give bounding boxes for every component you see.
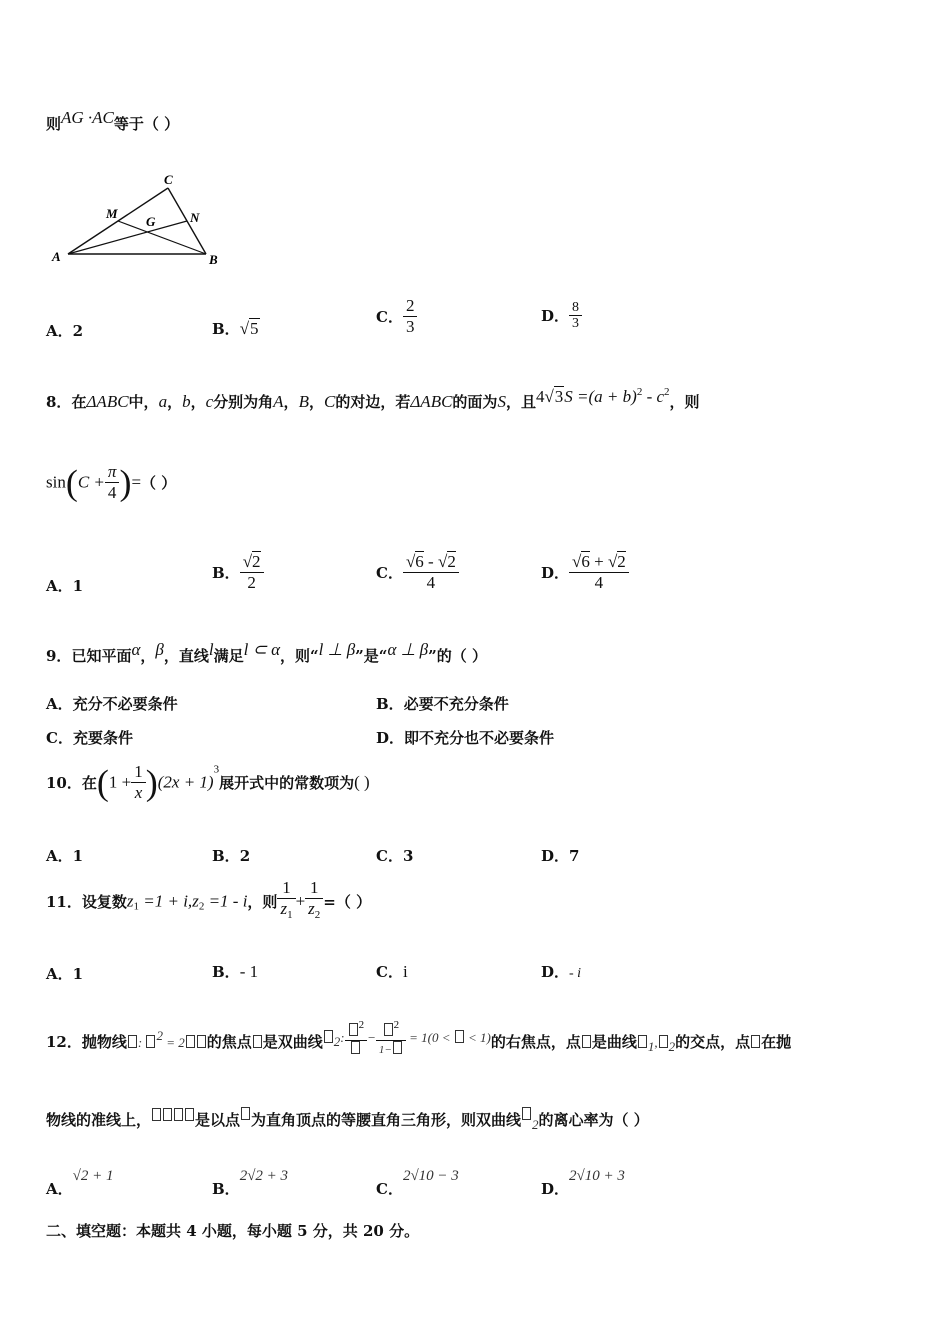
- option-label: D．: [376, 729, 405, 747]
- text: 分别为角: [213, 393, 274, 411]
- q8-stem-line1: [46, 386, 700, 412]
- numerator: 1: [277, 878, 295, 899]
- math: ΔABC: [410, 392, 453, 411]
- exponent: 2: [156, 1028, 163, 1043]
- option-label: D．: [541, 1180, 570, 1198]
- label-c: C: [164, 172, 173, 187]
- option-label: B．: [212, 320, 240, 338]
- option-label: A．: [46, 695, 73, 713]
- option-value: - 1: [239, 962, 259, 981]
- math: z: [280, 899, 288, 918]
- option-label: C．: [376, 564, 403, 582]
- math: < 1): [464, 1030, 491, 1045]
- math: β: [155, 640, 164, 659]
- math: α: [131, 640, 141, 659]
- unrendered-glyph: [638, 1035, 647, 1048]
- unrendered-glyph: [751, 1035, 760, 1048]
- text: 的焦点: [206, 1033, 252, 1051]
- option-label: C．: [46, 729, 73, 747]
- math: B: [298, 392, 309, 411]
- option-label: B．: [212, 1180, 240, 1198]
- math: b: [182, 392, 191, 411]
- option-label: A．: [46, 1180, 73, 1198]
- text: ，则“: [280, 647, 319, 665]
- text: 满足: [213, 647, 244, 665]
- option-value: 2: [72, 322, 84, 340]
- option-text: 必要不充分条件: [403, 695, 509, 713]
- unrendered-glyph: [128, 1035, 137, 1048]
- answer-blank: （ ）: [141, 474, 177, 492]
- q12-option-a[interactable]: [46, 1168, 114, 1199]
- plus: +: [295, 891, 306, 911]
- text: 在: [81, 774, 97, 792]
- question-number: 12．: [46, 1033, 82, 1051]
- math: =1 + i,: [139, 891, 193, 911]
- unrendered-glyph: [174, 1108, 183, 1121]
- right-paren: ): [119, 462, 132, 503]
- numerator: √6 - √2: [403, 552, 459, 573]
- one-over-x: [131, 762, 146, 803]
- q11-option-c[interactable]: [376, 961, 408, 982]
- math: ,: [654, 1035, 658, 1050]
- label-a: A: [52, 249, 61, 264]
- question-number: 10．: [46, 774, 82, 792]
- q7-option-a[interactable]: [46, 320, 83, 341]
- denominator: [345, 1041, 368, 1058]
- option-label: B．: [376, 695, 404, 713]
- q9-option-d[interactable]: [376, 727, 554, 748]
- option-value: 1: [72, 847, 84, 865]
- unrendered-glyph: [241, 1107, 250, 1120]
- radicand: 3: [554, 387, 564, 406]
- exponent: 2: [664, 386, 670, 398]
- question-number: 11．: [46, 893, 82, 911]
- denominator: 2: [247, 573, 256, 592]
- math: = 1(0 <: [405, 1030, 454, 1045]
- one-over-z2: [305, 878, 323, 925]
- text: 是曲线: [591, 1033, 637, 1051]
- text: ，: [140, 647, 156, 665]
- option-label: C．: [376, 1180, 403, 1198]
- math: l: [208, 640, 214, 659]
- subscript: 2: [198, 900, 205, 913]
- math: :: [340, 1030, 345, 1045]
- text: 展开式中的常数项为: [219, 774, 355, 792]
- exponent: 3: [213, 763, 220, 776]
- numerator: 1: [305, 878, 323, 899]
- q12-stem-line2: [46, 1106, 649, 1133]
- numerator: √2: [240, 552, 264, 573]
- text: 在抛: [761, 1033, 792, 1051]
- option-label: B．: [212, 564, 240, 582]
- option-label: A．: [46, 965, 73, 983]
- option-label: C．: [376, 963, 403, 981]
- radicand: 6: [415, 552, 424, 571]
- subscript: 2: [314, 909, 321, 921]
- q10-option-b[interactable]: [212, 845, 250, 866]
- q7-stem: [46, 108, 179, 134]
- unrendered-glyph: [186, 1035, 195, 1048]
- option-value: 1: [72, 965, 84, 983]
- text: ，: [283, 393, 299, 411]
- text: 是以点: [195, 1111, 241, 1129]
- denominator: 3: [572, 316, 580, 331]
- option-value: 2√10 + 3: [569, 1168, 625, 1184]
- q10-option-a[interactable]: [46, 845, 83, 866]
- text: ，直线: [163, 647, 209, 665]
- math: l ⊂ α: [243, 640, 281, 659]
- option-label: B．: [212, 963, 240, 981]
- fraction: [240, 552, 264, 593]
- math: ΔABC: [86, 392, 129, 411]
- q11-option-b[interactable]: [212, 961, 258, 982]
- question-number: 8．: [46, 393, 72, 411]
- unrendered-glyph: [324, 1030, 333, 1043]
- area-condition: [536, 387, 670, 406]
- exponent: 2: [393, 1019, 400, 1031]
- text: 在: [71, 393, 87, 411]
- numerator: π: [105, 462, 120, 483]
- q7-option-c[interactable]: [376, 296, 417, 337]
- denominator: 4: [426, 573, 436, 592]
- option-text: 充要条件: [72, 729, 133, 747]
- text: 的离心率为（ ）: [538, 1111, 649, 1129]
- equals: =: [131, 472, 142, 492]
- q9-stem: [46, 640, 487, 666]
- fraction: [345, 1018, 368, 1058]
- unrendered-glyph: [152, 1108, 161, 1121]
- unrendered-glyph: [253, 1035, 262, 1048]
- median-an: [68, 221, 187, 254]
- fraction: [403, 552, 459, 593]
- q8-option-b[interactable]: [212, 552, 264, 593]
- math: =1 - i: [204, 891, 248, 911]
- text: 中，: [128, 393, 159, 411]
- option-value: - i: [569, 966, 582, 981]
- fraction: [569, 300, 582, 331]
- math: z: [308, 899, 315, 918]
- q7-option-d[interactable]: [541, 300, 582, 331]
- option-value: 2: [239, 847, 251, 865]
- math: :: [137, 1035, 146, 1050]
- text: ，: [308, 393, 324, 411]
- option-label: B．: [212, 847, 240, 865]
- option-label: C．: [376, 308, 403, 326]
- unrendered-glyph: [146, 1035, 155, 1048]
- unrendered-glyph: [393, 1041, 402, 1054]
- coef: 4: [535, 387, 545, 406]
- label-b: B: [209, 252, 218, 267]
- option-text: 充分不必要条件: [72, 695, 178, 713]
- q12-stem-line1: [46, 1018, 791, 1058]
- triangle-figure: [46, 170, 226, 270]
- math: S: [497, 392, 506, 411]
- numerator: 2: [403, 296, 418, 317]
- denominator: 3: [405, 317, 415, 336]
- q9-option-a[interactable]: [46, 693, 178, 714]
- math: −: [367, 1030, 376, 1045]
- q7-option-b[interactable]: [212, 318, 260, 339]
- math: a: [158, 392, 168, 411]
- unrendered-glyph: [522, 1107, 531, 1120]
- denominator: [376, 1041, 406, 1058]
- q9-option-b[interactable]: [376, 693, 509, 714]
- option-text: 即不充分也不必要条件: [404, 729, 555, 747]
- numerator: [376, 1018, 406, 1041]
- math: = 2: [162, 1035, 185, 1050]
- text: 的面为: [452, 393, 498, 411]
- option-label: D．: [541, 963, 570, 981]
- fraction: [569, 552, 629, 593]
- math: A: [273, 392, 284, 411]
- denominator: [305, 899, 323, 925]
- text: ”的（ ）: [428, 647, 487, 665]
- text: 的对边，若: [335, 393, 411, 411]
- left-paren: (: [65, 462, 78, 503]
- numerator: [345, 1018, 368, 1041]
- numerator: 1: [131, 762, 146, 783]
- math: 1 +: [108, 772, 132, 792]
- q11-stem: [46, 878, 371, 925]
- q11-option-a[interactable]: [46, 963, 83, 984]
- operator: +: [589, 552, 608, 571]
- denominator: 4: [107, 483, 117, 502]
- math: z: [192, 891, 199, 911]
- exponent: 2: [358, 1019, 365, 1031]
- subscript: 2: [532, 1117, 539, 1132]
- math: C +: [77, 472, 105, 492]
- subscript: 1: [287, 909, 293, 921]
- pi-over-4: [105, 462, 120, 503]
- math: α ⊥ β: [387, 640, 429, 659]
- q11-option-d[interactable]: [541, 961, 581, 982]
- radicand: 2: [447, 552, 456, 571]
- text: ，: [190, 393, 206, 411]
- numerator: 8: [569, 300, 582, 316]
- one-over-z1: [277, 878, 295, 925]
- denominator: 4: [594, 573, 604, 592]
- text: 抛物线: [81, 1033, 127, 1051]
- option-label: A．: [46, 577, 73, 595]
- q8-option-d[interactable]: [541, 552, 629, 593]
- radicand: 2: [617, 552, 626, 571]
- unrendered-glyph: [349, 1023, 358, 1036]
- unrendered-glyph: [659, 1035, 668, 1048]
- option-value: 1: [72, 577, 84, 595]
- label-g: G: [146, 214, 156, 229]
- text: ，则: [247, 893, 278, 911]
- q12-option-b[interactable]: [212, 1168, 288, 1199]
- unrendered-glyph: [351, 1041, 360, 1054]
- unrendered-glyph: [163, 1108, 172, 1121]
- q10-option-d[interactable]: [541, 845, 579, 866]
- option-label: A．: [46, 322, 73, 340]
- left-paren: (: [96, 762, 109, 803]
- math: C: [323, 392, 336, 411]
- question-number: 9．: [46, 647, 72, 665]
- triangle-vertices: [151, 1106, 195, 1124]
- text: 物线的准线上，: [46, 1111, 152, 1129]
- option-value: 3: [402, 847, 414, 865]
- radicand: 6: [581, 552, 590, 571]
- sqrt-5: √5: [239, 319, 259, 338]
- unrendered-glyph: [582, 1035, 591, 1048]
- q9-option-c[interactable]: [46, 727, 133, 748]
- unrendered-glyph: [197, 1035, 206, 1048]
- option-value: 2√2 + 3: [239, 1168, 289, 1184]
- q8-option-a[interactable]: [46, 575, 83, 596]
- subscript: 1: [133, 900, 140, 913]
- option-label: C．: [376, 847, 403, 865]
- unrendered-glyph: [455, 1030, 464, 1043]
- sqrt-3: √3: [544, 387, 564, 406]
- sin: sin: [46, 472, 66, 492]
- denominator: x: [134, 783, 143, 802]
- text: ，: [167, 393, 183, 411]
- exponent: 2: [636, 386, 643, 398]
- unrendered-glyph: [384, 1023, 393, 1036]
- option-value: √2 + 1: [72, 1168, 114, 1184]
- text: 是双曲线: [262, 1033, 323, 1051]
- math: (2x + 1): [157, 772, 214, 792]
- q8-option-c[interactable]: [376, 552, 459, 593]
- text: ，且: [505, 393, 536, 411]
- answer-blank: ( ): [354, 772, 370, 792]
- math: z: [126, 891, 134, 911]
- option-value: 2√10 − 3: [402, 1168, 459, 1184]
- option-label: A．: [46, 847, 73, 865]
- unrendered-glyph: [185, 1108, 194, 1121]
- q7-stem-prefix: 则: [46, 115, 62, 133]
- radicand: 2: [252, 552, 261, 571]
- fraction: [403, 296, 418, 337]
- median-bm: [118, 221, 206, 254]
- math: - c: [642, 387, 665, 406]
- denominator: [277, 899, 295, 925]
- option-label: D．: [541, 564, 570, 582]
- option-label: D．: [541, 847, 570, 865]
- label-n: N: [190, 210, 200, 225]
- right-paren: ): [145, 762, 158, 803]
- numerator: √6 + √2: [569, 552, 629, 573]
- q7-expression: AG ·AC: [61, 108, 114, 127]
- q10-stem: [46, 762, 370, 803]
- subscript: 1: [647, 1039, 655, 1054]
- q10-option-c[interactable]: [376, 845, 413, 866]
- fraction: [376, 1018, 406, 1058]
- subscript: 2: [668, 1039, 676, 1054]
- math: c: [205, 392, 214, 411]
- text: 已知平面: [71, 647, 132, 665]
- text: 为直角顶点的等腰直角三角形，则双曲线: [251, 1111, 522, 1129]
- text: ，则: [669, 393, 700, 411]
- operator: -: [423, 552, 438, 571]
- hyperbola-equation: [323, 1018, 491, 1058]
- q7-stem-suffix: 等于（ ）: [113, 115, 180, 133]
- q12-option-d[interactable]: [541, 1168, 625, 1199]
- math: 1−: [378, 1044, 392, 1056]
- radicand: 5: [250, 319, 259, 338]
- math: S =(a + b): [564, 387, 637, 406]
- option-value: 7: [569, 847, 580, 865]
- q8-stem-line2: [46, 462, 176, 503]
- subscript: 2: [333, 1034, 341, 1049]
- q12-option-c[interactable]: [376, 1168, 459, 1199]
- text: ”是“: [355, 647, 388, 665]
- math: l ⊥ β: [318, 640, 356, 659]
- text: 的右焦点，点: [490, 1033, 581, 1051]
- option-value: i: [402, 962, 408, 981]
- text: 的交点，点: [675, 1033, 751, 1051]
- text: =（ ）: [323, 893, 372, 911]
- option-label: D．: [541, 307, 570, 325]
- section-heading: 二、填空题：本题共 4 小题，每小题 5 分，共 20 分。: [46, 1222, 420, 1240]
- text: 设复数: [81, 893, 127, 911]
- label-m: M: [106, 206, 118, 221]
